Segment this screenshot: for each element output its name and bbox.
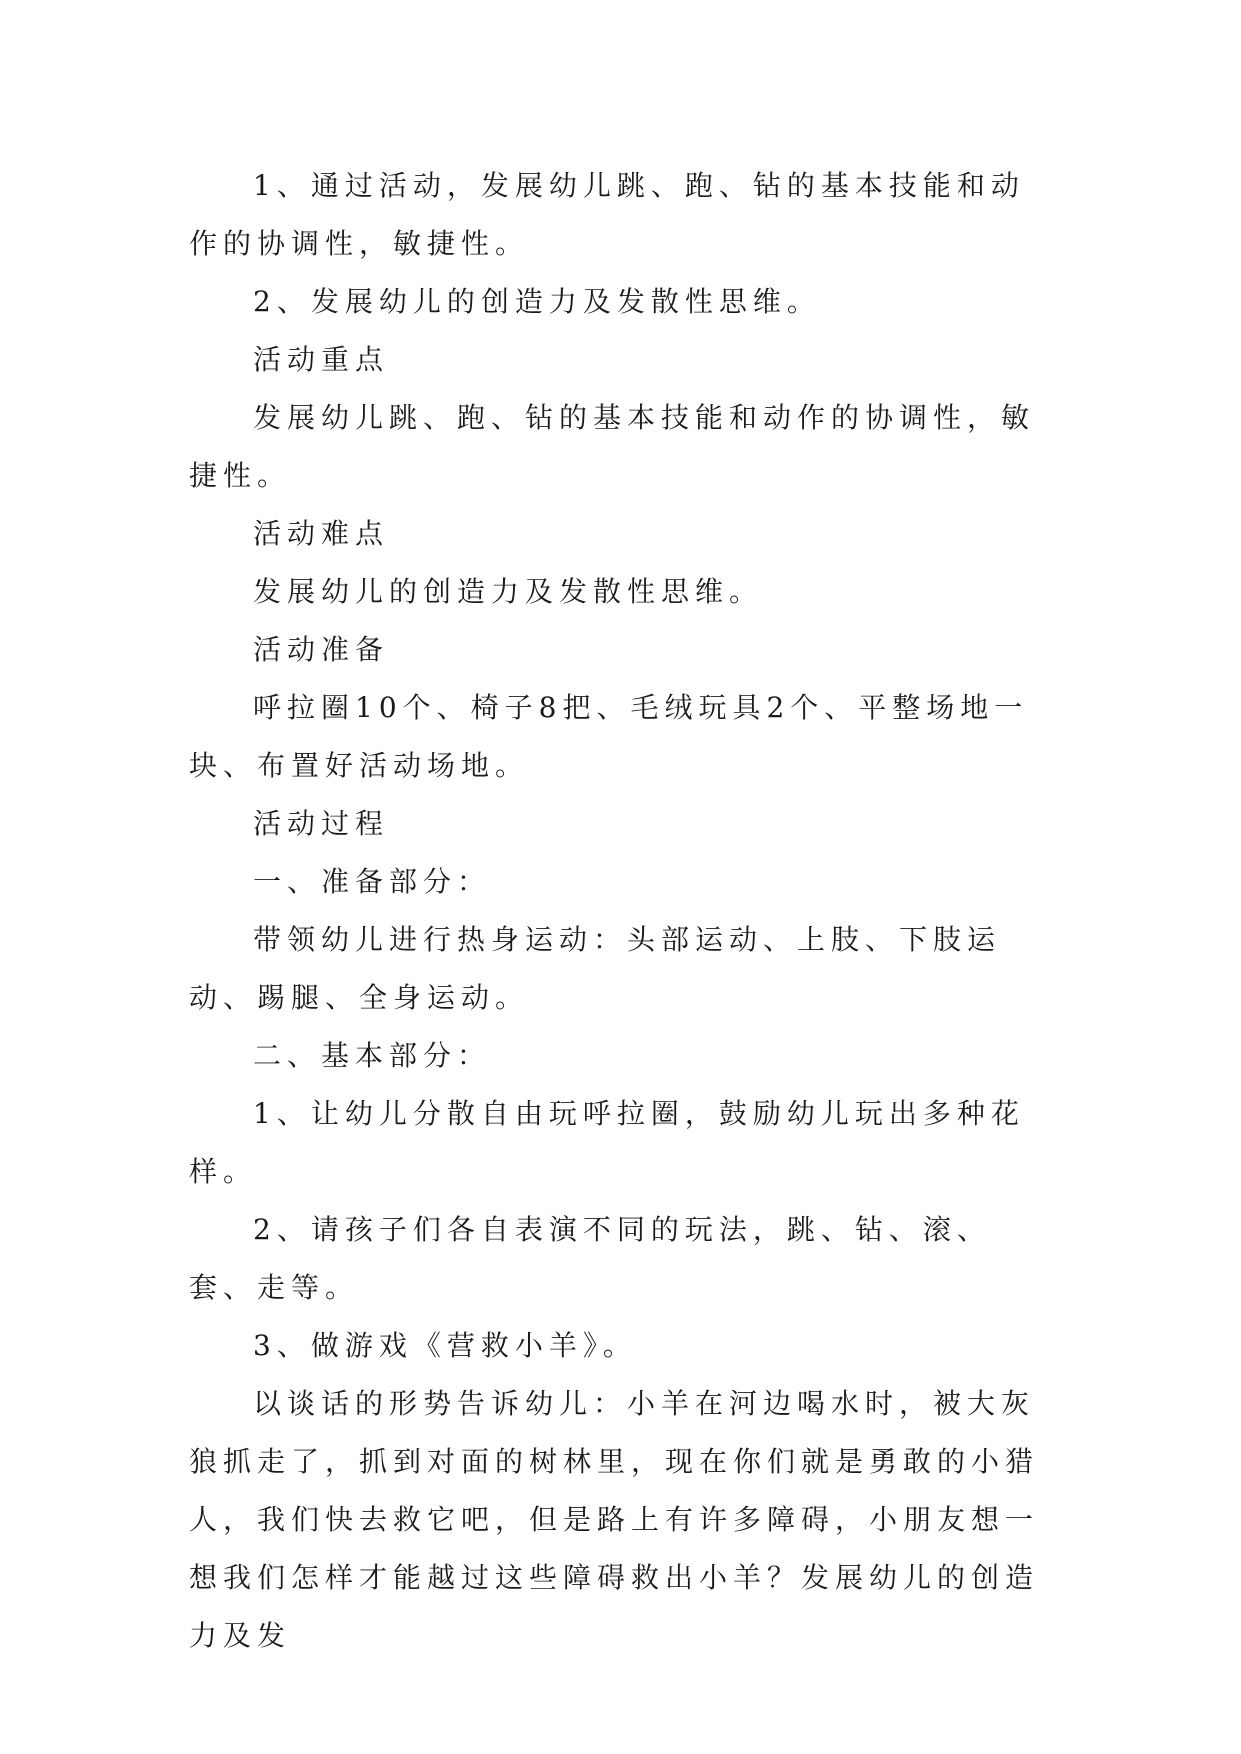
heading-preparation: 活动准备 xyxy=(253,633,390,666)
heading-warmup-section: 一、准备部分： xyxy=(253,865,492,898)
heading-basic-section: 二、基本部分： xyxy=(253,1039,492,1072)
paragraph-preparation: 呼拉圈10个、椅子8把、毛绒玩具2个、平整场地一块、布置好活动场地。 xyxy=(189,691,1029,782)
paragraph-difficulty: 发展幼儿的创造力及发散性思维。 xyxy=(253,575,764,608)
document-body xyxy=(189,157,1051,1665)
paragraph-basic-step-2: 2、请孩子们各自表演不同的玩法，跳、钻、滚、套、走等。 xyxy=(189,1213,991,1304)
paragraph-basic-step-3: 3、做游戏《营救小羊》。 xyxy=(253,1329,637,1362)
paragraph-basic-step-1: 1、让幼儿分散自由玩呼拉圈，鼓励幼儿玩出多种花样。 xyxy=(189,1097,1025,1188)
paragraph-objective-2: 2、发展幼儿的创造力及发散性思维。 xyxy=(253,285,821,318)
paragraph-key-point: 发展幼儿跳、跑、钻的基本技能和动作的协调性，敏捷性。 xyxy=(189,401,1036,492)
paragraph-objective-1: 1、通过活动，发展幼儿跳、跑、钻的基本技能和动作的协调性，敏捷性。 xyxy=(189,169,1025,260)
heading-key-point: 活动重点 xyxy=(253,343,390,376)
heading-process: 活动过程 xyxy=(253,807,390,840)
paragraph-game-description: 以谈话的形势告诉幼儿：小羊在河边喝水时，被大灰狼抓走了，抓到对面的树林里，现在你们就是勇敢的小猎人，我们快去救它吧，但是路上有许多障碍，小朋友想一想我们怎样才能越过这些障碍救出小羊？发展幼儿的创造力及发 xyxy=(189,1387,1040,1652)
paragraph-warmup: 带领幼儿进行热身运动：头部运动、上肢、下肢运动、踢腿、全身运动。 xyxy=(189,923,1002,1014)
heading-difficulty: 活动难点 xyxy=(253,517,390,550)
